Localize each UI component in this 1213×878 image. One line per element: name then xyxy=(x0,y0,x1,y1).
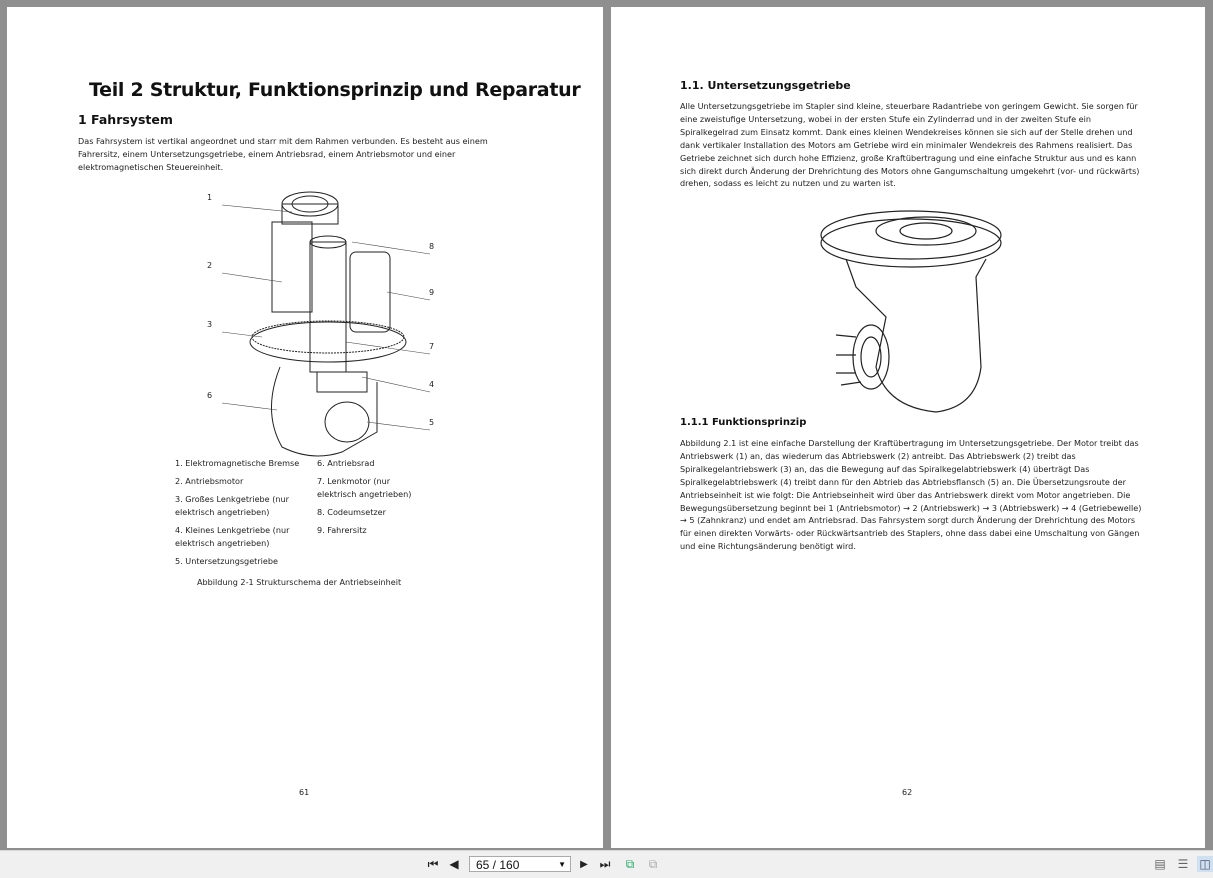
two-page-icon[interactable]: ◫ xyxy=(1197,856,1213,872)
callout-4: 4 xyxy=(429,380,435,389)
legend-right xyxy=(317,457,429,537)
callout-6: 6 xyxy=(207,391,213,400)
legend-item: 3. Großes Lenkgetriebe (nur elektrisch angetrieben) xyxy=(175,494,289,517)
reduction-gearbox-illustration xyxy=(816,207,1006,417)
legend-item: 1. Elektromagnetische Bremse xyxy=(175,458,300,468)
drive-unit-diagram xyxy=(202,182,452,462)
callout-1: 1 xyxy=(207,193,213,202)
last-page-icon[interactable]: ⏭ xyxy=(599,856,611,871)
legend-left xyxy=(175,457,313,568)
figure-caption: Abbildung 2-1 Strukturschema der Antriebseinheit xyxy=(197,577,402,587)
first-page-icon[interactable]: ⏮ xyxy=(427,856,439,871)
prev-page-icon[interactable]: ◀ xyxy=(449,857,459,871)
legend-item: 5. Untersetzungsgetriebe xyxy=(175,556,279,566)
right-page xyxy=(611,7,1205,848)
subsection-heading: 1.1.1 Funktionsprinzip xyxy=(680,417,807,428)
page-number-input[interactable] xyxy=(469,856,571,872)
legend-item: 6. Antriebsrad xyxy=(317,458,375,468)
callout-9: 9 xyxy=(429,288,435,297)
callout-2: 2 xyxy=(207,261,213,270)
section-heading: 1.1. Untersetzungsgetriebe xyxy=(680,79,851,92)
fit-page-icon[interactable]: ⧉ xyxy=(625,856,635,871)
pdf-toolbar xyxy=(0,850,1213,878)
left-page xyxy=(7,7,603,848)
page-number: 62 xyxy=(902,788,913,797)
fit-width-icon[interactable]: ⧉ xyxy=(648,856,658,871)
page-title: Teil 2 Struktur, Funktionsprinzip und Reparatur xyxy=(89,79,581,101)
page-number: 61 xyxy=(299,788,310,797)
paragraph: Alle Untersetzungsgetriebe im Stapler sind kleine, steuerbare Radantriebe von geringem Gewicht. Sie sorgen für eine zweistufige Untersetzung, wobei in der ersten Stufe ein Zylinderrad und in der zweiten Stufe ein Spiralkegelrad zum Einsatz kommt. Dank eines kleinen Wendekreises können sie sich auf der Stelle drehen und dank vertikaler Installation des Motors am Getriebe wird ein minimaler Wendekreis des Rahmens realisiert. Das Getriebe zeichnet sich durch hohe Effizienz, große Kraftübertragung und eine einfache Struktur aus und es kann sich direkt durch Änderung der Drehrichtung des Motors ohne Gangumschaltung umgekehrt (vor- und rückwärts) drehen, sodass es leicht zu nutzen und zu warten ist. xyxy=(680,101,1140,189)
callout-8: 8 xyxy=(429,242,435,251)
legend-item: 2. Antriebsmotor xyxy=(175,476,244,486)
paragraph: Abbildung 2.1 ist eine einfache Darstellung der Kraftübertragung im Untersetzungsgetriebe. Der Motor treibt das Antriebswerk (1) an, das wiederum das Abtriebswerk (2) antreibt. Das Abtriebswerk (2) treibt das Spiralkegelantriebswerk (3) an, das die Bewegung auf das Spiralkegelabtriebswerk (4) überträgt Das Spiralkegelabtriebswerk (4) treibt dann für den Abtrieb das Abtriebsflansch (5) an. Die Übersetzungsroute der Antriebseinheit ist wie folgt: Die Antriebseinheit wird über das Antriebswerk direkt vom Motor angetrieben. Die Bewegungsübersetzung beginnt bei 1 (Antriebsmotor) → 2 (Antriebswerk) → 3 (Abtriebswerk) → 4 (Getriebewelle) → 5 (Zahnkranz) und endet am Antriebsrad. Das Fahrsystem sorgt durch Änderung der Drehrichtung des Motors für einen direkten Vorwärts- oder Rückwärtsantrieb des Staplers, ohne dass dabei eine Umschaltung von Gängen und eine Richtungsänderung benötigt wird. xyxy=(680,438,1142,552)
next-page-icon[interactable]: ▶ xyxy=(580,858,588,870)
single-page-icon[interactable]: ▤ xyxy=(1154,857,1166,871)
continuous-icon[interactable]: ☰ xyxy=(1177,857,1189,871)
callout-3: 3 xyxy=(207,320,213,329)
callout-7: 7 xyxy=(429,342,435,351)
chevron-down-icon[interactable]: ▼ xyxy=(558,860,566,869)
callout-5: 5 xyxy=(429,418,435,427)
legend-item: 7. Lenkmotor (nur elektrisch angetrieben) xyxy=(317,476,412,499)
legend-item: 9. Fahrersitz xyxy=(317,525,367,535)
section-heading: 1 Fahrsystem xyxy=(78,112,173,127)
page-indicator: 65 / 160 xyxy=(476,858,520,872)
intro-paragraph: Das Fahrsystem ist vertikal angeordnet und starr mit dem Rahmen verbunden. Es besteht aus einem Fahrersitz, einem Untersetzungsgetriebe, einem Antriebsrad, einem Antriebsmotor und einer elektromagnetischen Steuereinheit. xyxy=(78,136,488,172)
legend-item: 4. Kleines Lenkgetriebe (nur elektrisch angetrieben) xyxy=(175,525,290,548)
legend-item: 8. Codeumsetzer xyxy=(317,507,386,517)
